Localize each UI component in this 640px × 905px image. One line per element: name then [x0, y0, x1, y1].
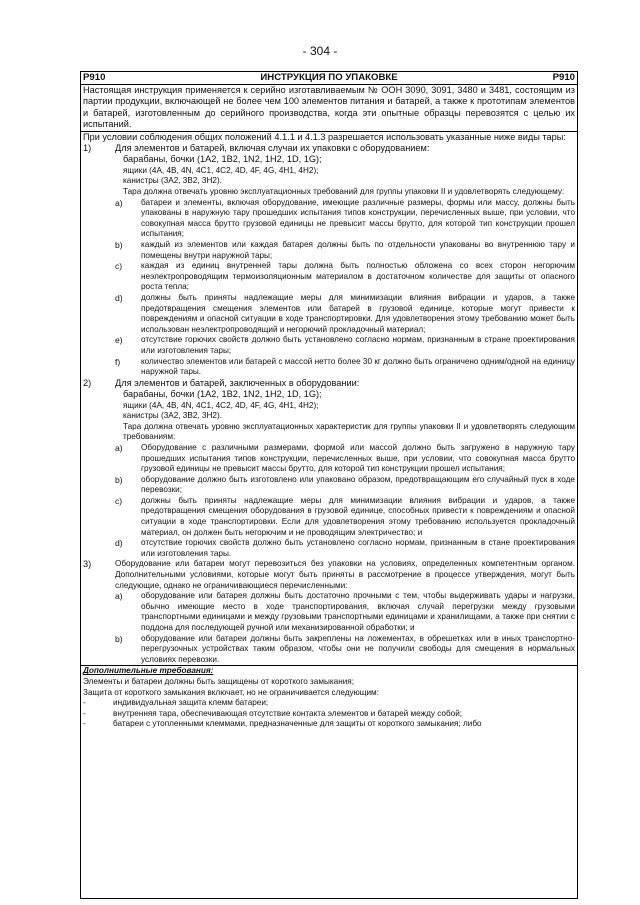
dash-item: [81, 709, 577, 720]
general-text: При условии соблюдения общих положений 4.1.1 и 4.1.3 разрешается использовать указанные ниже виды тары:: [83, 131, 566, 142]
dash-item: [81, 719, 577, 730]
main-section: [81, 132, 577, 667]
dash-text: внутренняя тара, обеспечивающая отсутствие контакта элементов и батарей между собой;: [113, 708, 463, 718]
sub-text: оборудование или батареи должны быть закреплены на ложементах, в обрешетках или в иных транспортно-перегрузочных устройствах таким образом, чтобы они не получили свободы для смещения в нормальных условиях перевозки.: [141, 633, 575, 664]
package-line: ящики (4А, 4В, 4N, 4С1, 4С2, 4D, 4F, 4G, 4Н1, 4Н2);: [123, 165, 319, 175]
sub-text: отсутствие горючих свойств должно быть установлено согласно нормам, признанным в стане проектирования или изготовления тары.: [141, 538, 575, 558]
item-title: Для элементов и батарей, заключенных в оборудовании:: [115, 377, 360, 388]
dash-item: [81, 698, 577, 709]
instruction-title: ИНСТРУКЦИЯ ПО УПАКОВКЕ: [260, 72, 398, 83]
sub-letter: b): [115, 474, 123, 485]
sub-letter: е): [115, 335, 123, 346]
sub-text: Оборудование с различными размерами, формой или массой должно быть загружено в наружную тару прошедших испытания типов конструкции, перечисленных выше, при условии, что совокупная масса брутто грузовой единицы не превысит массы брутто, для которой тип конструкции прошел испытания;: [141, 442, 575, 474]
sub-item: [115, 496, 575, 538]
sub-text: каждая из единиц внутренней тары должна быть полностью обложена со всех сторон негорючим неэлектропроводящим термоизоляционным материалом в достаточном количестве для защиты от опасного роста тепла;: [141, 261, 575, 292]
sub-text: количество элементов или батарей с массой нетто более 30 кг должно быть ограничено одним/одной на единицу наружной тары.: [141, 356, 575, 377]
dash-mark: -: [83, 698, 86, 708]
sub-letter: d): [115, 292, 123, 303]
instruction-header: [81, 72, 577, 85]
additional-line: Элементы и батареи должны быть защищены от короткого замыкания;: [83, 676, 354, 686]
item-1: [81, 143, 577, 378]
sub-item: [115, 475, 575, 496]
sub-item: [115, 240, 575, 261]
dash-mark: -: [83, 719, 86, 729]
package-line: канистры (3А2, 3В2, 3Н2).: [123, 176, 222, 186]
sub-text: должны быть приняты надлежащие меры для минимизации влияния вибрации и ударов, а также предотвращения смещения элементов или батарей в грузовой единице, которые могут привести к повреждениям и опасной ситуации в ходе транспортировки. Для удовлетворения этому требованию может быть использован неэлектропроводящий и негорючий прокладочный материал;: [141, 292, 575, 334]
sub-text: оборудование или батарея должны быть достаточно прочными с тем, чтобы выдерживать удары и нагрузки, обычно имеющие место в ходе транспортирования, включая случай перегрузки между грузовыми транспортными единицами и между грузовыми транспортными единицами и хранилищами, а также при снятии с поддона для последующей ручной или механизированной обработки; и: [141, 591, 575, 632]
additional-line: Защита от короткого замыкания включает, но не ограничивается следующим:: [83, 687, 379, 697]
sub-item: [115, 538, 575, 559]
code-left: P910: [83, 72, 106, 83]
sub-item: [115, 357, 575, 378]
sub-item: [115, 634, 575, 666]
sub-letter: с): [115, 495, 123, 506]
item-3: [81, 559, 577, 665]
sub-item: [115, 261, 575, 293]
dash-text: индивидуальная защита клемм батареи;: [113, 698, 269, 708]
sub-letter: с): [115, 261, 123, 272]
package-line: канистры (3А2, 3В2, 3Н2).: [123, 411, 222, 421]
sub-letter: f): [115, 356, 121, 367]
dash-text: батареи с утопленными клеммами, предназначенные для защиты от короткого замыкания; либо: [113, 719, 482, 729]
sub-text: батареи и элементы, включая оборудование, имеющие различные размеры, формы или массу, должны быть упакованы в наружную тару прошедших испытания типов конструкции, перечисленных выше, при условии, что совокупная масса брутто грузовой единицы не превысит массы брутто, для которой тип конструкции прошел испытания;: [141, 197, 575, 239]
sub-letter: а): [115, 442, 123, 453]
sub-item: [115, 335, 575, 356]
sub-item: [115, 293, 575, 335]
dash-mark: -: [83, 708, 86, 718]
item-title: Для элементов и батарей, включая случаи их упаковки с оборудованием:: [115, 143, 430, 154]
sub-text: должны быть приняты надлежащие меры для минимизации влияния вибрации и ударов, а также предотвращения смещения оборудования в грузовой единице, способных привести к повреждениям и опасной ситуации в ходе транспортировки. Если для удовлетворения этому требованию используется прокладочный материал, он должен быть негорючим и не проводящим электричество; и: [141, 495, 575, 537]
sub-letter: b): [115, 240, 123, 250]
item-requirement: Тара должна отвечать уровню эксплуатационных требований для группы упаковки II и удовлетворять следующему:: [123, 187, 565, 197]
package-line: барабаны, бочки (1А2, 1В2, 1N2, 1Н2, 1D, 1G);: [123, 389, 322, 400]
item-number: 3): [83, 559, 92, 570]
item-requirement: Тара должна отвечать уровню эксплуатационных характеристик для группы упаковки II и удовлетворять следующим требованиям:: [123, 421, 575, 442]
sub-letter: d): [115, 538, 123, 549]
sub-item: [115, 198, 575, 240]
item-title: Оборудование или батареи могут перевозиться без упаковки на условиях, определенных компетентным органом. Дополнительными условиями, которые могут быть приняты в рассмотрение в процессе утверждения, могут быть следующие, однако не ограничивающиеся перечисленными:: [115, 559, 575, 590]
sub-item: [115, 443, 575, 475]
sub-text: каждый из элементов или каждая батарея должны быть по отдельности упакованы во внутреннюю тару и помещены внутри наружной тары;: [141, 240, 575, 260]
sub-letter: а): [115, 197, 123, 208]
intro-section: [81, 85, 577, 132]
sub-text: оборудование должно быть изготовлено или упаковано образом, предотвращающим его случайный пуск в ходе перевозки;: [141, 474, 575, 495]
code-right: P910: [552, 72, 575, 83]
additional-heading: Дополнительные требования:: [83, 666, 214, 676]
intro-text: Настоящая инструкция применяется к серийно изготавливаемым № ООН 3090, 3091, 3480 и 3481, состоящим из партии продукции, включающей не более чем 100 элементов питания и батарей, а также к прототипам элементов и батарей, изготовленным до серийного производства, когда эти опытные образцы перевозятся с целью их испытаний.: [83, 85, 575, 130]
instruction-table: [80, 71, 578, 899]
sub-item: [115, 591, 575, 633]
package-line: ящики (4А, 4В, 4N, 4С1, 4С2, 4D, 4F, 4G, 4Н1, 4Н2);: [123, 400, 319, 410]
item-number: 1): [83, 143, 92, 154]
additional-section: [81, 666, 577, 730]
item-2: [81, 378, 577, 560]
package-line: барабаны, бочки (1А2, 1В2, 1N2, 1Н2, 1D, 1G);: [123, 154, 322, 165]
item-number: 2): [83, 377, 92, 388]
sub-text: отсутствие горючих свойств должно быть установлено согласно нормам, признанным в стране проектирования или изготовления тары;: [141, 335, 575, 355]
sub-letter: а): [115, 591, 123, 602]
page-number: - 304 -: [302, 44, 338, 58]
sub-letter: b): [115, 633, 123, 644]
